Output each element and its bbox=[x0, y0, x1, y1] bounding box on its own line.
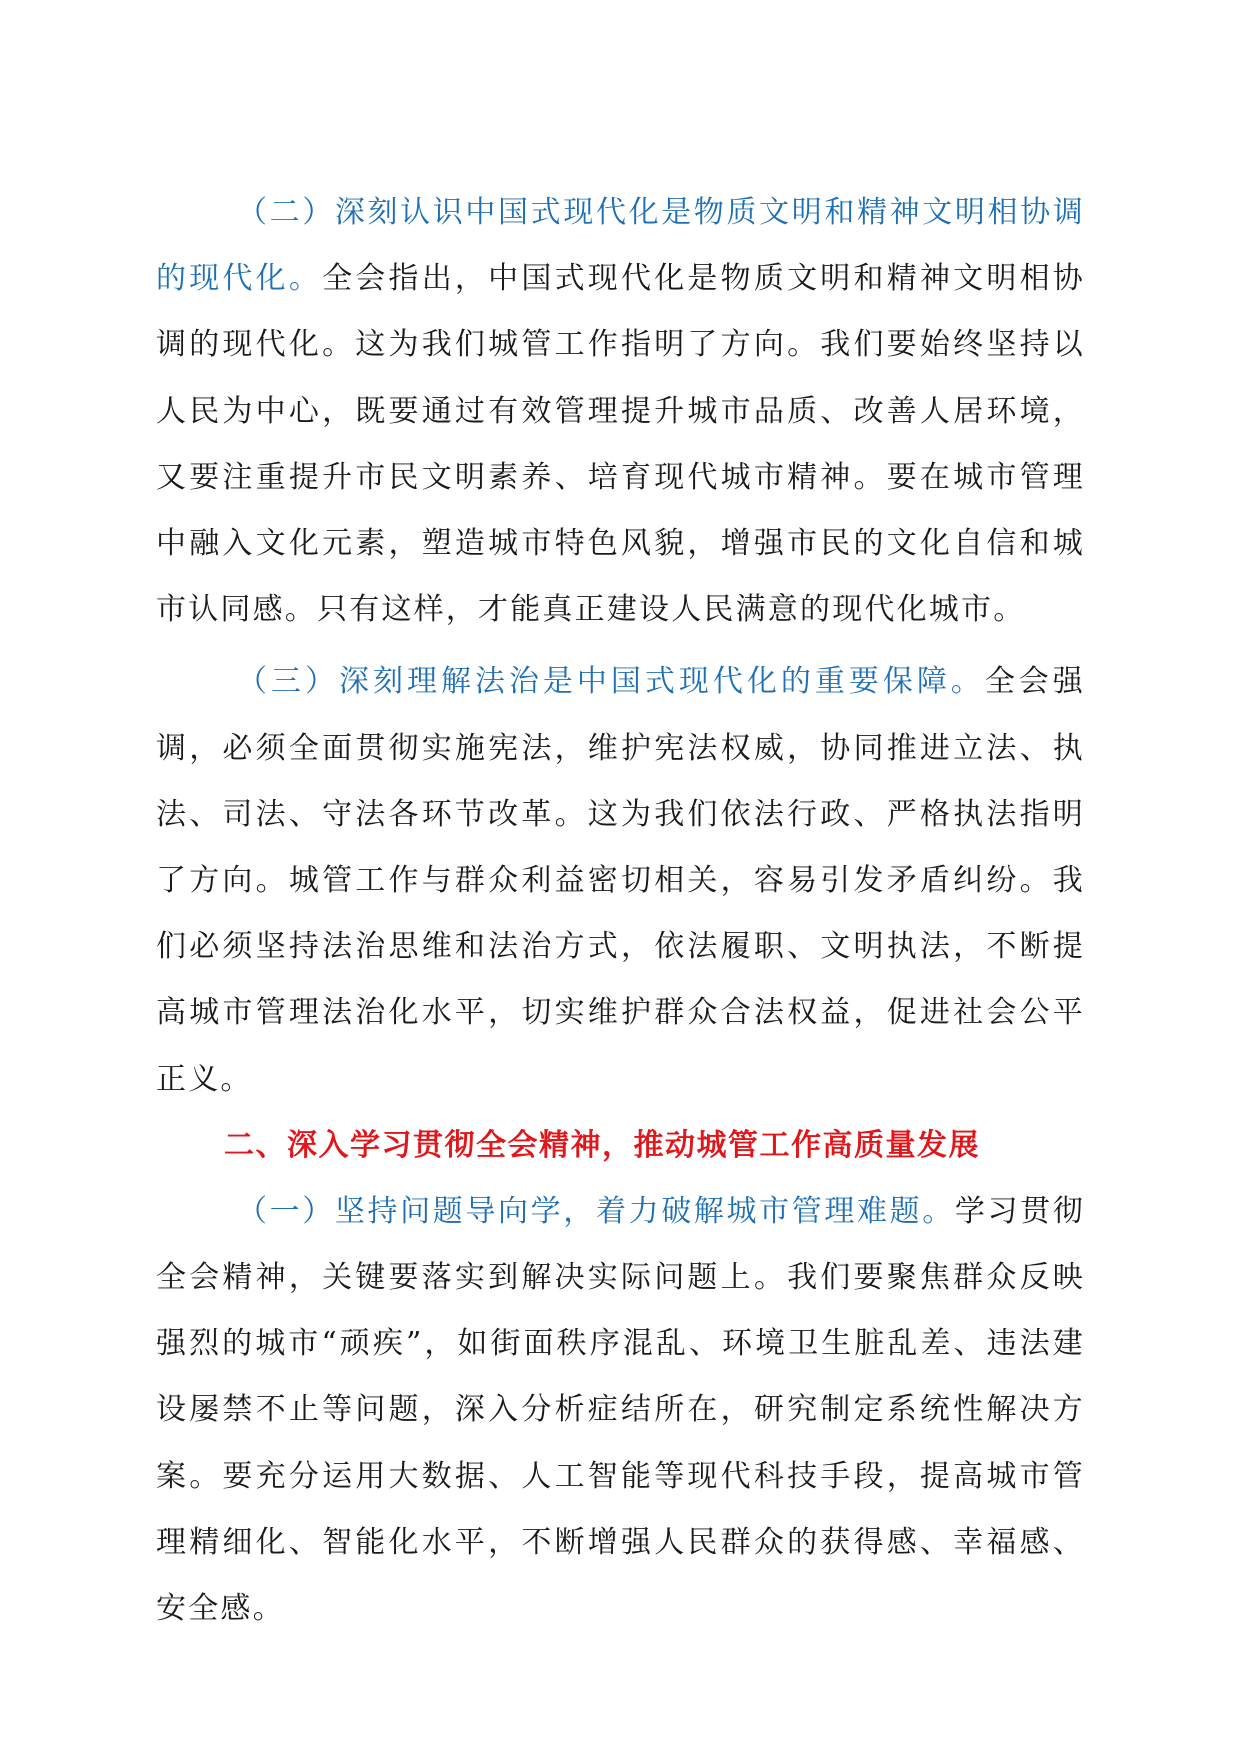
subheading-problem-oriented: （一）坚持问题导向学，着力破解城市管理难题。 bbox=[237, 1193, 955, 1229]
subheading-rule-of-law: （三）深刻理解法治是中国式现代化的重要保障。 bbox=[237, 664, 985, 700]
paragraph-problem-oriented bbox=[156, 1179, 1085, 1642]
paragraph-body: 学习贯彻全会精神，关键要落实到解决实际问题上。我们要聚焦群众反映强烈的城市“顽疾”，如街面秩序混乱、环境卫生脏乱差、违法建设屡禁不止等问题，深入分析症结所在，研究制定系统性解决方案。要充分运用大数据、人工智能等现代科技手段，提高城市管理精细化、智能化水平，不断增强人民群众的获得感、幸福感、安全感。 bbox=[156, 1193, 1085, 1627]
document-page bbox=[156, 180, 1085, 1642]
section-title: 二、深入学习贯彻全会精神，推动城管工作高质量发展 bbox=[224, 1127, 980, 1163]
paragraph-body: 全会指出，中国式现代化是物质文明和精神文明相协调的现代化。这为我们城管工作指明了方向。我们要始终坚持以人民为中心，既要通过有效管理提升城市品质、改善人居环境，又要注重提升市民文明素养、培育现代城市精神。要在城市管理中融入文化元素，塑造城市特色风貌，增强市民的文化自信和城市认同感。只有这样，才能真正建设人民满意的现代化城市。 bbox=[156, 261, 1085, 628]
paragraph-cultural-civilization bbox=[156, 180, 1085, 643]
subheading-cultural-civilization: （二）深刻认识中国式现代化是物质文明和精神文明相协调的现代化。 bbox=[156, 195, 1085, 297]
paragraph-rule-of-law bbox=[156, 649, 1085, 1112]
paragraph-body: 全会强调，必须全面贯彻实施宪法，维护宪法权威，协同推进立法、执法、司法、守法各环节改革。这为我们依法行政、严格执法指明了方向。城管工作与群众利益密切相关，容易引发矛盾纠纷。我们必须坚持法治思维和法治方式，依法履职、文明执法，不断提高城市管理法治化水平，切实维护群众合法权益，促进社会公平正义。 bbox=[156, 664, 1085, 1097]
